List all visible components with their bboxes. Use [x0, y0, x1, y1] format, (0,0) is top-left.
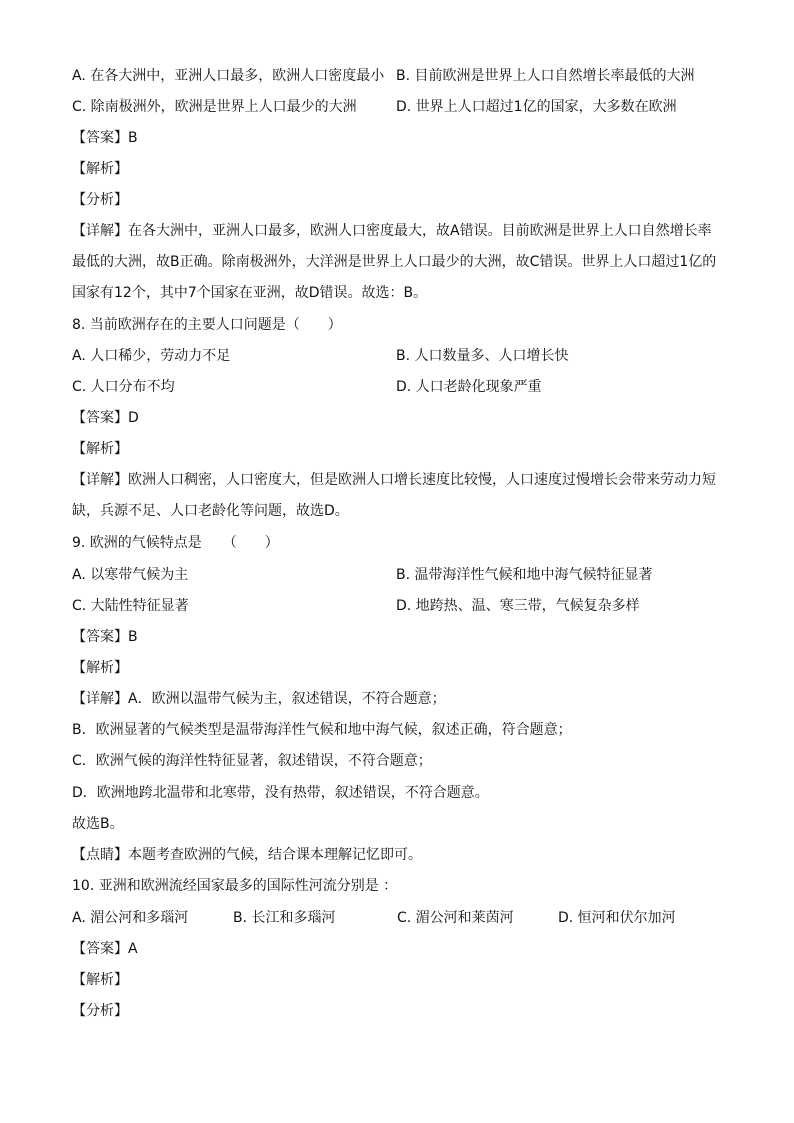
q8-option-c: C. 人口分布不均 — [72, 379, 175, 395]
q7-option-d: D. 世界上人口超过1亿的国家，大多数在欧洲 — [396, 99, 677, 115]
q9-dianjing: 【点睛】本题考查欧洲的气候，结合课本理解记忆即可。 — [72, 847, 422, 863]
q9-detail-c: C．欧洲气候的海洋性特征显著，叙述错误，不符合题意； — [72, 753, 432, 769]
q10-option-a: A. 湄公河和多瑙河 — [72, 910, 189, 926]
q7-jiexi: 【解析】 — [72, 161, 128, 177]
q9-option-d: D. 地跨热、温、寒三带，气候复杂多样 — [396, 598, 640, 614]
q7-fenxi: 【分析】 — [72, 192, 128, 208]
q9-detail-b: B．欧洲显著的气候类型是温带海洋性气候和地中海气候，叙述正确，符合题意； — [72, 722, 572, 738]
q9-jiexi: 【解析】 — [72, 660, 128, 676]
q7-option-a: A. 在各大洲中，亚洲人口最多，欧洲人口密度最小 — [72, 68, 385, 84]
q9-option-a: A. 以寒带气候为主 — [72, 567, 189, 583]
q8-jiexi: 【解析】 — [72, 441, 128, 457]
q9-answer: 【答案】B — [72, 629, 138, 645]
q10-option-d: D. 恒河和伏尔加河 — [558, 910, 676, 926]
q10-option-b: B. 长江和多瑙河 — [233, 910, 336, 926]
q7-option-b: B. 目前欧洲是世界上人口自然增长率最低的大洲 — [396, 68, 695, 84]
q7-answer: 【答案】B — [72, 130, 138, 146]
q7-detail: 【详解】在各大洲中，亚洲人口最多，欧洲人口密度最大，故A错误。目前欧洲是世界上人口自然增长率最低的大洲，故B正确。除南极洲外，大洋洲是世界上人口最少的大洲，故C错误。世界上人口超过1亿的国家有12个，其中7个国家在亚洲，故D错误。故选：B。 — [72, 223, 717, 301]
q8-option-d: D. 人口老龄化现象严重 — [396, 379, 542, 395]
q9-detail-a: 【详解】A．欧洲以温带气候为主，叙述错误，不符合题意； — [72, 691, 446, 707]
q10-answer: 【答案】A — [72, 941, 138, 957]
q9-option-c: C. 大陆性特征显著 — [72, 598, 189, 614]
q8-answer: 【答案】D — [72, 410, 139, 426]
q9-detail-d: D．欧洲地跨北温带和北寒带，没有热带，叙述错误，不符合题意。 — [72, 785, 489, 801]
q10-option-c: C. 湄公河和莱茵河 — [397, 910, 514, 926]
q9-conclusion: 故选B。 — [72, 816, 124, 832]
q8-detail: 【详解】欧洲人口稠密，人口密度大，但是欧洲人口增长速度比较慢，人口速度过慢增长会带来劳动力短缺，兵源不足、人口老龄化等问题，故选D。 — [72, 472, 716, 519]
q8-option-b: B. 人口数量多、人口增长快 — [396, 348, 569, 364]
q10-fenxi: 【分析】 — [72, 1003, 128, 1019]
q10-stem: 10. 亚洲和欧洲流经国家最多的国际性河流分别是 ： — [72, 878, 398, 894]
q8-stem: 8. 当前欧洲存在的主要人口问题是（ ） — [72, 317, 342, 333]
q9-stem: 9. 欧洲的气候特点是 （ ） — [72, 535, 279, 551]
q7-option-c: C. 除南极洲外，欧洲是世界上人口最少的大洲 — [72, 99, 357, 115]
q10-jiexi: 【解析】 — [72, 972, 128, 988]
q9-option-b: B. 温带海洋性气候和地中海气候特征显著 — [396, 567, 653, 583]
q8-option-a: A. 人口稀少，劳动力不足 — [72, 348, 231, 364]
